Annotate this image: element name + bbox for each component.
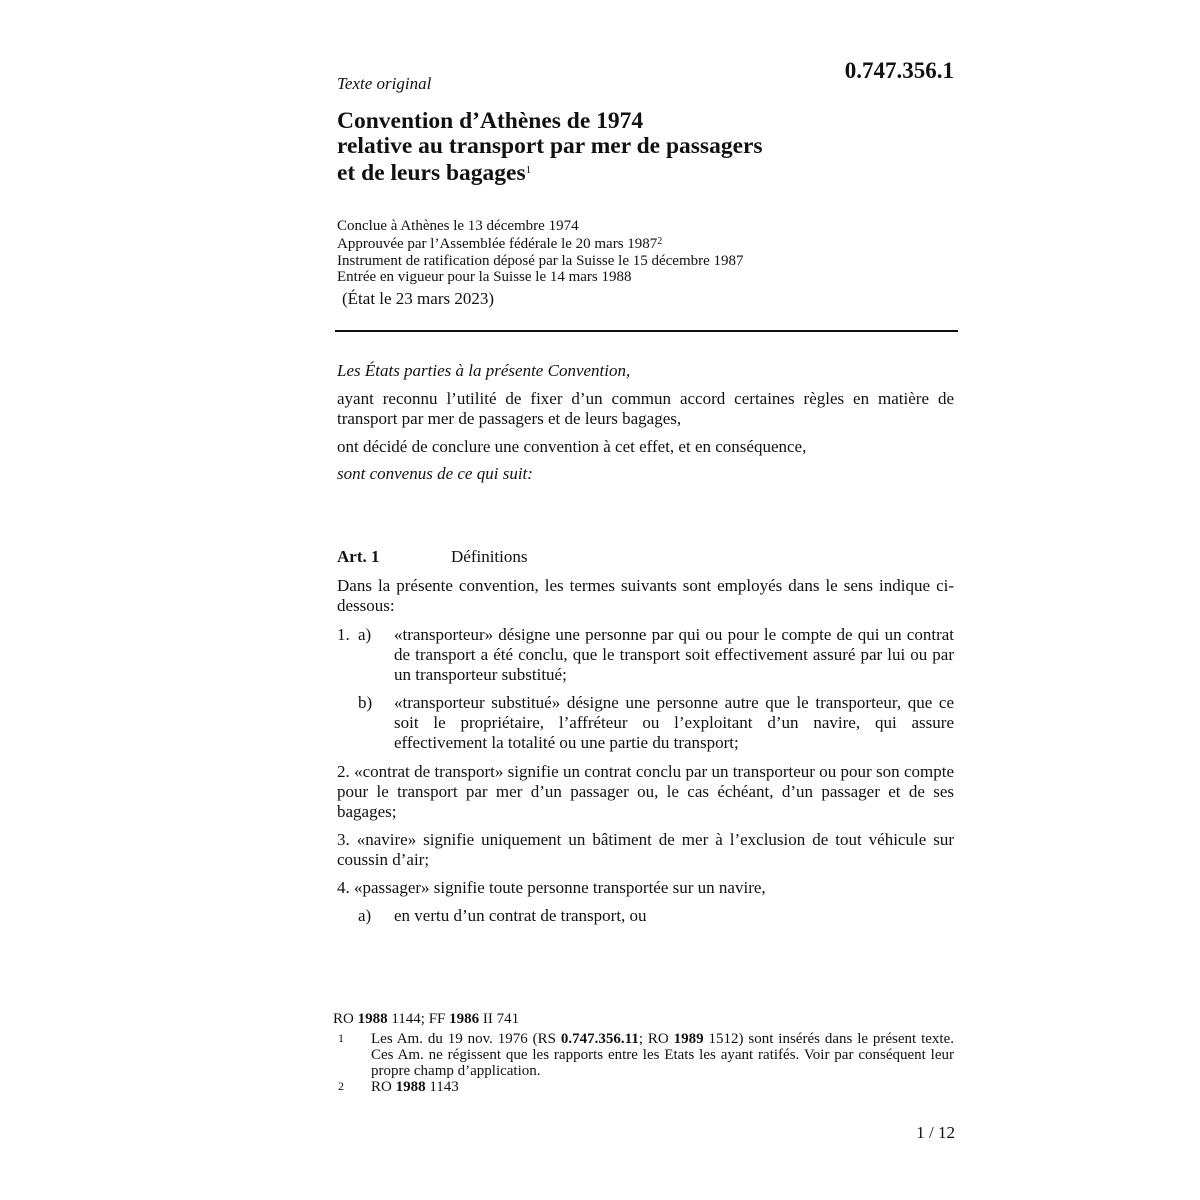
sr-number: 0.747.356.1	[844, 58, 954, 83]
title-line-1: Convention d’Athènes de 1974	[337, 108, 644, 134]
title-footnote-ref[interactable]: 1	[525, 164, 532, 176]
item-4-text: 4. «passager» signifie toute personne transportée sur un navire,	[337, 878, 766, 897]
footnote-1-text: Les Am. du 19 nov. 1976 (RS 0.747.356.11; RO 1989 1512) sont insérés dans le présent texte. Ces Am. ne régissent que les rapports entre les Etats les ayant ratifés. Voir par conséquent leur propre champ d’application.	[371, 1031, 955, 1079]
original-text-label: Texte original	[337, 74, 432, 93]
article-1-intro: Dans la présente convention, les termes suivants sont employés dans le sens indique ci-dessous:	[337, 576, 954, 615]
item-1b-label: b)	[358, 693, 373, 712]
preamble-recognized: ayant reconnu l’utilité de fixer d’un commun accord certaines règles en matière de transport par mer de passagers et de leurs bagages,	[337, 389, 954, 428]
item-4a-text: en vertu d’un contrat de transport, ou	[394, 906, 647, 925]
approved-line: Approuvée par l’Assemblée fédérale le 20 mars 1987$^2$	[337, 236, 663, 253]
footnote-1-rs-link[interactable]: 0.747.356.11	[560, 1031, 639, 1047]
item-1b-text: «transporteur substitué» désigne une personne autre que le transporteur, que ce soit le propriétaire, l’affréteur ou l’exploitant d’un navire, qui assure effectivement la totalité ou une partie du transport;	[394, 693, 954, 752]
footnote-1-number: 1	[338, 1031, 344, 1045]
item-1a-label: a)	[358, 625, 372, 644]
document-title	[337, 109, 957, 186]
page-number: 1 / 12	[916, 1123, 955, 1142]
item-1-number: 1.	[337, 625, 350, 644]
article-1-label: Art. 1	[337, 547, 380, 566]
title-line-3: et de leurs bagages$^1$	[337, 160, 532, 186]
article-1-title: Définitions	[451, 547, 528, 566]
footnote-source: RO 1988 1144; FF 1986 II 741	[333, 1011, 520, 1027]
concluded-line: Conclue à Athènes le 13 décembre 1974	[337, 218, 579, 234]
preamble-decided: ont décidé de conclure une convention à cet effet, et en conséquence,	[337, 437, 807, 456]
entry-into-force-line: Entrée en vigueur pour la Suisse le 14 mars 1988	[337, 268, 632, 285]
item-2-text: 2. «contrat de transport» signifie un contrat conclu par un transporteur ou pour son compte pour le transport par mer d’un passager ou, le cas échéant, d’un passager et de ses bagages;	[337, 762, 954, 821]
state-date: (État le 23 mars 2023)	[342, 289, 495, 308]
title-line-2: relative au transport par mer de passagers	[337, 132, 763, 159]
item-4a-label: a)	[358, 906, 372, 925]
preamble-parties: Les États parties à la présente Convention,	[337, 361, 631, 380]
approved-footnote-ref[interactable]: 2	[657, 236, 663, 248]
item-1a-text: «transporteur» désigne une personne par qui ou pour le compte de qui un contrat de transport a été conclu, que le transport soit effectivement assuré par lui ou par un transporteur substitué;	[394, 625, 954, 684]
header-divider	[335, 330, 958, 332]
enactment-info	[337, 218, 957, 285]
ratification-line: Instrument de ratification déposé par la Suisse le 15 décembre 1987	[337, 252, 744, 269]
footnote-2-number: 2	[338, 1079, 344, 1093]
item-3-text: 3. «navire» signifie uniquement un bâtiment de mer à l’exclusion de tout véhicule sur coussin d’air;	[337, 830, 954, 869]
preamble-agreed: sont convenus de ce qui suit:	[337, 464, 533, 483]
footnote-2-text: RO 1988 1143	[371, 1079, 459, 1095]
